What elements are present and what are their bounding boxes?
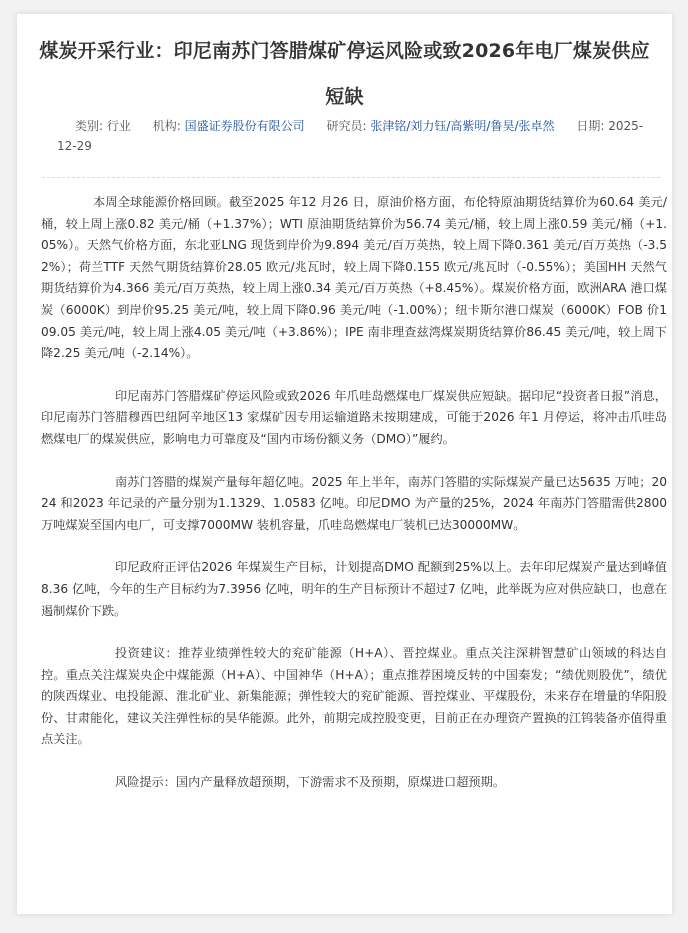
researcher-label: 研究员: xyxy=(326,119,367,133)
paragraph-investment-advice: 投资建议：推荐业绩弹性较大的兖矿能源（H+A）、晋控煤业。重点关注深耕智慧矿山领域的科达自控。重点关注煤炭央企中煤能源（H+A）、中国神华（H+A）；重点推荐困境反转的中国秦发；“绩优则股优”，绩优的陕西煤业、电投能源、淮北矿业、新集能源；弹性较大的兖矿能源、晋控煤业、平煤股份，未来存在增量的华阳股份、甘肃能化，建议关注弹性标的昊华能源。此外，前期完成控股变更，目前正在办理资产置换的江钨装备亦值得重点关注。 xyxy=(41,646,667,747)
org-label: 机构: xyxy=(152,119,181,133)
date-label: 日期: xyxy=(576,119,605,133)
paragraph-production: 南苏门答腊的煤炭产量每年超亿吨。2025 年上半年，南苏门答腊的实际煤炭产量已达5635 万吨；2024 和2023 年记录的产量分别为1.1329、1.0583 亿吨。印尼DMO 为产量的25%，2024 年南苏门答腊需供2800 万吨煤炭至国内电厂，可支撑7000MW 装机容量，爪哇岛燃煤电厂装机已达30000MW。 xyxy=(41,474,667,532)
category-label: 类别: xyxy=(75,119,104,133)
article-meta xyxy=(57,116,657,156)
paragraph-dmo-target: 印尼政府正评估2026 年煤炭生产目标，计划提高DMO 配额到25%以上。去年印尼煤炭产量达到峰值8.36 亿吨，今年的生产目标约为7.3956 亿吨，明年的生产目标预计不超过7 亿吨，此举既为应对供应缺口，也意在遏制煤价下跌。 xyxy=(41,560,667,618)
category-value: 行业 xyxy=(106,119,131,133)
researcher-link[interactable]: 张津铭/刘力钰/高紫明/鲁昊/张卓然 xyxy=(370,119,555,133)
article-title: 煤炭开采行业：印尼南苏门答腊煤矿停运风险或致2026年电厂煤炭供应短缺 xyxy=(39,40,650,108)
article-body xyxy=(41,192,667,815)
article-card xyxy=(17,14,672,914)
paragraph-risk-warning: 风险提示：国内产量释放超预期，下游需求不及预期，原煤进口超预期。 xyxy=(115,775,505,790)
paragraph-supply-risk: 印尼南苏门答腊煤矿停运风险或致2026 年爪哇岛燃煤电厂煤炭供应短缺。据印尼“投资者日报”消息，印尼南苏门答腊穆西巴纽阿辛地区13 家煤矿因专用运输道路未按期建成，可能于2026 年1 月停运，将冲击爪哇岛燃煤电厂的煤炭供应，影响电力可靠度及“国内市场份额义务（DMO）”履约。 xyxy=(41,388,667,446)
paragraph-price-review: 本周全球能源价格回顾。截至2025 年12 月26 日，原油价格方面，布伦特原油期货结算价为60.64 美元/桶，较上周上涨0.82 美元/桶（+1.37%）；WTI 原油期货结算价为56.74 美元/桶，较上周上涨0.59 美元/桶（+1.05%）。天然气价格方面，东北亚LNG 现货到岸价为9.894 美元/百万英热，较上周下降0.361 美元/百万英热（-3.52%）；荷兰TTF 天然气期货结算价28.05 欧元/兆瓦时，较上周下降0.155 欧元/兆瓦时（-0.55%）；美国HH 天然气期货结算价为4.366 美元/百万英热，较上周上涨0.34 美元/百万英热（+8.45%）。煤炭价格方面，欧洲ARA 港口煤炭（6000K）到岸价95.25 美元/吨，较上周下降0.96 美元/吨（-1.00%）；纽卡斯尔港口煤炭（6000K）FOB 价109.05 美元/吨，较上周上涨4.05 美元/吨（+3.86%）；IPE 南非理查兹湾煤炭期货结算价86.45 美元/吨，较上周下降2.25 美元/吨（-2.14%）。 xyxy=(41,195,667,361)
org-link[interactable]: 国盛证券股份有限公司 xyxy=(184,119,305,133)
date-value: 2025-12-29 xyxy=(57,119,644,153)
meta-divider xyxy=(42,177,660,178)
